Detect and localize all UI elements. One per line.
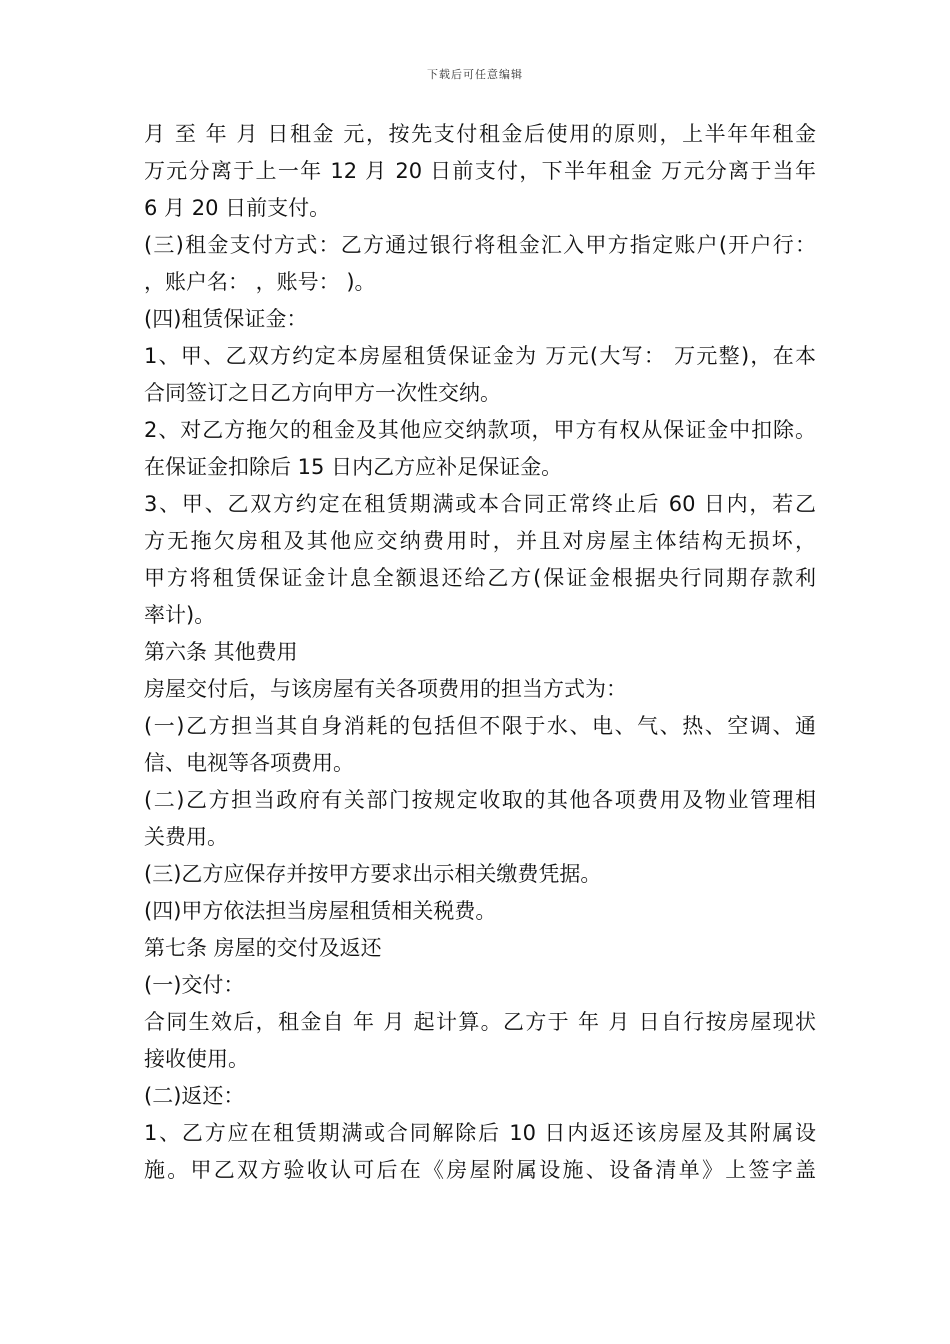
page-header: 下载后可任意编辑: [427, 68, 523, 81]
text-line: 合同生效后，租金自 年 月 起计算。乙方于 年 月 日自行按房屋现状: [144, 1010, 816, 1034]
text-line: 施。甲乙双方验收认可后在《房屋附属设施、设备清单》上签字盖: [144, 1158, 816, 1182]
text-line: 率计)。: [144, 603, 216, 627]
text-line: (三)乙方应保存并按甲方要求出示相关缴费凭据。: [144, 862, 602, 886]
text-line: 1、甲、乙双方约定本房屋租赁保证金为 万元(大写： 万元整)，在本: [144, 344, 816, 368]
text-line: (一)乙方担当其自身消耗的包括但不限于水、电、气、热、空调、通: [144, 714, 816, 738]
document-body: [144, 116, 816, 1189]
text-line: (四)租赁保证金：: [144, 307, 308, 331]
text-line: 3、甲、乙双方约定在租赁期满或本合同正常终止后 60 日内，若乙: [144, 492, 816, 516]
text-line: (二)返还：: [144, 1084, 245, 1108]
text-line: 1、乙方应在租赁期满或合同解除后 10 日内返还该房屋及其附属设: [144, 1121, 816, 1145]
text-line: 房屋交付后，与该房屋有关各项费用的担当方式为：: [144, 677, 627, 701]
text-line: 万元分离于上一年 12 月 20 日前支付，下半年租金 万元分离于当年: [144, 159, 816, 183]
text-line: ，账户名： ，账号： )。: [144, 270, 376, 294]
text-line: 方无拖欠房租及其他应交纳费用时，并且对房屋主体结构无损坏，: [144, 529, 816, 553]
text-line: (三)租金支付方式：乙方通过银行将租金汇入甲方指定账户(开户行：: [144, 233, 816, 257]
text-line: 合同签订之日乙方向甲方一次性交纳。: [144, 381, 501, 405]
text-line: (一)交付：: [144, 973, 245, 997]
text-line: 第六条 其他费用: [144, 640, 298, 664]
text-line: 6 月 20 日前支付。: [144, 196, 331, 220]
text-line: (二)乙方担当政府有关部门按规定收取的其他各项费用及物业管理相: [144, 788, 816, 812]
text-line: 第七条 房屋的交付及返还: [144, 936, 382, 960]
text-line: 甲方将租赁保证金计息全额退还给乙方(保证金根据央行同期存款利: [144, 566, 816, 590]
text-line: 信、电视等各项费用。: [144, 751, 354, 775]
text-line: 月 至 年 月 日租金 元，按先支付租金后使用的原则，上半年年租金: [144, 122, 816, 146]
text-line: (四)甲方依法担当房屋租赁相关税费。: [144, 899, 497, 923]
text-line: 关费用。: [144, 825, 228, 849]
text-line: 接收使用。: [144, 1047, 249, 1071]
text-line: 在保证金扣除后 15 日内乙方应补足保证金。: [144, 455, 563, 479]
text-line: 2、对乙方拖欠的租金及其他应交纳款项，甲方有权从保证金中扣除。: [144, 418, 816, 442]
